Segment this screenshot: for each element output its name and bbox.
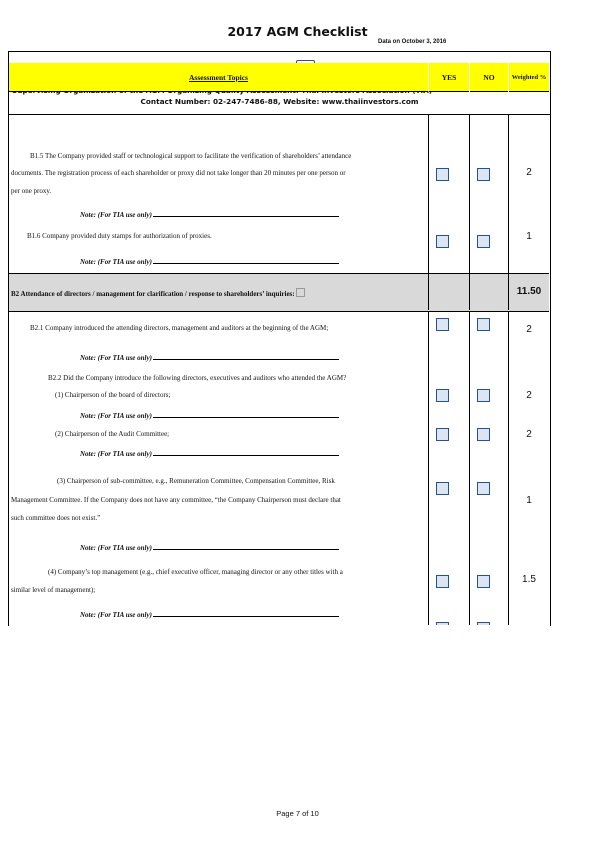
section-b2-label: B2 Attendance of directors / management for clarification / response to shareholders’ inquiries: <box>11 288 305 298</box>
column-divider <box>428 114 429 625</box>
page-number: Page 7 of 10 <box>276 809 319 818</box>
b22-2-weight: 2 <box>526 429 532 440</box>
header-assessment-topics: Assessment Topics <box>9 63 428 92</box>
b22-3-line3: such committee does not exist.” <box>11 514 101 522</box>
note-field: Note: (For TIA use only) <box>80 543 339 552</box>
b21-no-checkbox[interactable] <box>477 318 490 331</box>
b15-line3: per one proxy. <box>11 187 52 195</box>
organization-contact: Contact Number: 02-247-7486-88, Website: www.thaiinvestors.com <box>140 97 419 106</box>
column-divider <box>508 114 509 625</box>
b22-3-weight: 1 <box>526 495 532 506</box>
note-field: Note: (For TIA use only) <box>80 210 339 219</box>
b22-3-no-checkbox[interactable] <box>477 482 490 495</box>
data-date: Data on October 3, 2016 <box>378 39 447 45</box>
b16-weight: 1 <box>526 231 532 242</box>
b22-text: B2.2 Did the Company introduce the following directors, executives and auditors who attended the AGM? <box>48 374 347 382</box>
b22-4-line1: (4) Company’s top management (e.g., chief executive officer, managing director or any other titles with a <box>48 568 343 576</box>
b16-no-checkbox[interactable] <box>477 235 490 248</box>
b22-1-yes-checkbox[interactable] <box>436 389 449 402</box>
b22-4-weight: 1.5 <box>522 574 536 585</box>
note-field: Note: (For TIA use only) <box>80 257 339 266</box>
b22-1-text: (1) Chairperson of the board of directors; <box>55 391 171 399</box>
page-title: 2017 AGM Checklist <box>227 24 368 39</box>
header-weighted: Weighted % <box>509 63 549 92</box>
b21-yes-checkbox[interactable] <box>436 318 449 331</box>
next-yes-checkbox[interactable] <box>436 622 449 625</box>
b22-4-no-checkbox[interactable] <box>477 575 490 588</box>
b22-1-no-checkbox[interactable] <box>477 389 490 402</box>
b22-2-text: (2) Chairperson of the Audit Committee; <box>55 430 170 438</box>
note-field: Note: (For TIA use only) <box>80 353 339 362</box>
section-b2-row <box>9 273 549 312</box>
column-divider <box>469 114 470 625</box>
b21-text: B2.1 Company introduced the attending directors, management and auditors at the beginning of the AGM; <box>30 324 329 332</box>
b15-line2: documents. The registration process of each shareholder or proxy did not take longer than 20 minutes per one person or <box>11 169 346 177</box>
b15-yes-checkbox[interactable] <box>436 168 449 181</box>
b22-4-yes-checkbox[interactable] <box>436 575 449 588</box>
section-b2-weight: 11.50 <box>516 286 542 297</box>
b15-no-checkbox[interactable] <box>477 168 490 181</box>
b21-weight: 2 <box>526 324 532 335</box>
b15-line1: B1.5 The Company provided staff or technological support to facilitate the verification of shareholders’ attendance <box>30 152 352 160</box>
b22-3-line1: (3) Chairperson of sub-committee, e.g., Remuneration Committee, Compensation Committee, Risk <box>57 477 335 485</box>
note-field: Note: (For TIA use only) <box>80 610 339 619</box>
b22-2-yes-checkbox[interactable] <box>436 428 449 441</box>
next-no-checkbox[interactable] <box>477 622 490 625</box>
b22-2-no-checkbox[interactable] <box>477 428 490 441</box>
b22-1-weight: 2 <box>526 390 532 401</box>
header-yes: YES <box>429 63 469 92</box>
note-field: Note: (For TIA use only) <box>80 449 339 458</box>
b22-3-line2: Management Committee. If the Company does not have any committee, “the Company Chairperson must declare that <box>11 496 341 504</box>
b22-3-yes-checkbox[interactable] <box>436 482 449 495</box>
b15-weight: 2 <box>526 167 532 178</box>
b16-text: B1.6 Company provided duty stamps for authorization of proxies. <box>27 232 212 240</box>
note-field: Note: (For TIA use only) <box>80 411 339 420</box>
b22-4-line2: similar level of management); <box>11 586 96 594</box>
b16-yes-checkbox[interactable] <box>436 235 449 248</box>
header-no: NO <box>470 63 508 92</box>
